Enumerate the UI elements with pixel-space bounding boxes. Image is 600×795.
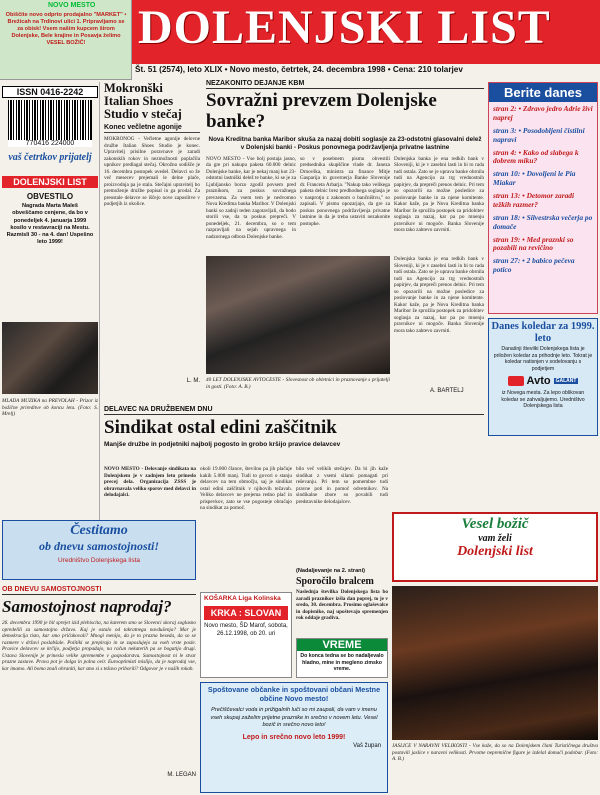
greeting-line2: vam želi xyxy=(478,533,512,544)
main-deck: Nova Kreditna banka Maribor skuša za nazaj dobiti soglasje za 23-odstotni glasovalni delež v Dolenjski banki - Poskus ponovnega podržavljenja privatne lastnine xyxy=(208,135,482,151)
index-item[interactable]: stran 27: • 2 babico pečeva potico xyxy=(493,256,575,275)
kosarka-matchup: KRKA : SLOVAN xyxy=(204,606,288,620)
editorial-kicker: OB DNEVU SAMOSTOJNOSTI xyxy=(2,586,196,595)
bottom-ad-signer: Vaš župan xyxy=(353,743,381,750)
barcode xyxy=(8,100,92,140)
index-item[interactable]: stran 13: • Detomor zaradi težkih razmer? xyxy=(493,191,575,209)
calendar-sponsor: Avto xyxy=(526,375,551,388)
issue-line: Št. 51 (2574), leto XLIX • Novo mesto, četrtek, 24. decembra 1998 • Cena: 210 tolarjev xyxy=(135,65,463,74)
masthead-title: DOLENJSKI LIST xyxy=(138,1,551,54)
promo-top: NOVO MESTO xyxy=(48,2,96,9)
delavec-note: (Nadaljevanje na 2. strani) xyxy=(296,568,366,574)
avto-logo-icon xyxy=(508,376,524,386)
promo-box xyxy=(0,0,132,80)
feature-left xyxy=(104,81,200,385)
calendar-sponsor-sub: GALANT xyxy=(555,378,577,385)
calendar-text: Današnji številki Dolenjskega lista je priložen koledar za prihodnje leto. Tokrat je koledar natisnjen v sodelovanju s podjetjem xyxy=(493,346,593,372)
bottom-ad-title: Spoštovane občanke in spoštovani občani Mestne občine Novo mesto! xyxy=(207,685,381,703)
promo-text: Obiščite novo odprto prodajalno "MARKET" • Brežicah na Trdinovi ulici 1. Pripravljamo se za obisk! Vsem našim kupcem širom Dolenjske, Bele krajine in Posavja želimo VESEL BOŽIČ! xyxy=(5,12,127,46)
main-kicker: NEZAKONITO DEJANJE KBM xyxy=(206,80,484,89)
main-author: A. BARTELJ xyxy=(430,388,464,394)
main-body-col2: so v posebnem pismu obvestili predsednika skupščine vlade dr. Janeza Drnovška, ministra za finance Mitje Gasparija in guvernerja Banke Slovenije dr. Franceta Arharja. "Nakup tako velikega paketa delnic brez predhodnega soglasja je v nasprotju z zakonom o bančništvu," so zapisali. V pismu opozarjajo, da gre za poskus ponovnega podržavljenja privatne lastnine in da je treba ustaviti nezakonite postopke. xyxy=(300,155,390,227)
index-item[interactable]: stran 19: • Med praznki so pozabili na revičino xyxy=(493,234,574,253)
sporocilo-body: Naslednja številka Dolenjskega lista bo zaradi praznikov izšla dan poprej, to je v sredo, 30. decembra. Prosimo oglaševalce in dopisnike, naj upoštevajo spremenjen rok oddaje gradiva. xyxy=(296,589,388,621)
index-list xyxy=(489,102,597,278)
greeting-line1: Vesel božič xyxy=(461,516,529,532)
main-body-col3: Dolenjska banka je ena redkih bank v Sloveniji, ki je v zasebni lasti in bi to rada tudi ostala. Zato se je uprava banke obrnila tudi na Agencijo za trg vrednostnih papirjev, da prepreči prenos delnic. Pri tem so opozorili na možne posledice za poslovanje banke in za njene komitente. Kakor kaže, pa je Nova Kreditna banka Maribor že sprožila postopek za pridobitev soglasja za nazaj, kar pa po mnenju pravnikov ni mogoče. Banka Slovenije mora tako zahtevo zavrniti. xyxy=(394,155,484,233)
kosarka-title: KOŠARKA Liga Kolinska xyxy=(204,595,281,602)
index-item[interactable]: stran 10: • Dovoljeni le Pia Miakar xyxy=(493,169,576,188)
notice-title: OBVESTILO xyxy=(26,192,74,201)
greeting-line3: Dolenjski list xyxy=(457,544,533,559)
calendar-title: Danes koledar za 1999. leto xyxy=(491,321,595,344)
greeting-ad xyxy=(392,512,598,582)
main-body-continued: Dolenjska banka je ena redkih bank v Sloveniji, ki je v zasebni lasti in bi to rada tudi ostala. Zato se je uprava banke obrnila tudi na Agencijo za trg vrednostnih papirjev, da prepreči prenos delnic. Pri tem so opozorili na možne posledice za poslovanje banke in za njene komitente. Kakor kaže, pa je Nova Kreditna banka Maribor že sprožila postopek za pridobitev soglasja za nazaj, kar pa po mnenju pravnikov ni mogoče. Banka Slovenije mora tako zahtevo zavrniti. xyxy=(394,256,484,334)
feature-left-subtitle: Konec večletne agonije xyxy=(104,124,200,133)
barcode-number: 770416 224000 xyxy=(8,140,92,147)
cestitamo-line2: ob dnevu samostojnosti! xyxy=(38,539,160,553)
editorial-headline: Samostojnost naprodaj? xyxy=(2,597,172,616)
delavec-headline: Sindikat ostal edini zaščitnik xyxy=(104,417,337,438)
feature-left-body: MOKRONOG - Večletne agonije delovne družbe Italian Shoes Studio je konec. Upravitelj prisilne poravnave je zaradi zakonskih rokov in nezmožnosti poplačila upnikov predlagal stečaj. Okrožno sodišče je 16. decembra postopek uvedel. Delavci so že več mesecev prejemali le delne plače, proizvodnja pa je stala. Stečajni upravitelj bo premoženje družbe popisal in ga prodal. Za preostale delavce se iščejo nove zaposlitve v podjetjih iz okolice. xyxy=(104,136,200,208)
delavec-col2: okoli 19.000 članov, številno pa jih plačuje kakih 5.000 manj. Tudi to govori o stanju delavcev na tem območju, saj je sindikat ostal edini zaščitnik v njihovih težavah. Veliko delavcev ne prejema redno plač in prispevkov, zato se vse pogosteje obračajo na sindikat za pomoč. xyxy=(200,466,292,511)
delavec-deck: Manjše družbe in podjetniki najbolj pogosto in grobo kršijo pravice delavcev xyxy=(104,440,341,448)
editorial-author: M. LEGAN xyxy=(167,772,196,779)
editorial xyxy=(2,586,196,792)
vreme-text: Do konca tedna se bo nadaljevalo hladno, mine in megleno zimsko vreme. xyxy=(300,653,384,672)
sidebar-left xyxy=(0,82,100,552)
cestitamo-signed: Uredništvo Dolenjskega lista xyxy=(57,557,140,564)
index-title: Berite danes xyxy=(489,83,597,102)
main-photo xyxy=(206,256,390,374)
bottom-ad-text: Prečiščevalci voda in prižigalnih luči so mi zaupali, da vam v imenu vseh skupaj zaželim prijetne praznike in srečno v novem letu. Vesel bozič in srečno novo leto! xyxy=(210,707,378,728)
calendar-box xyxy=(488,318,598,436)
issn-label: ISSN 0416-2242 xyxy=(2,86,98,98)
sporocilo xyxy=(296,576,388,636)
main-headline: Sovražni prevzem Dolenjske banke? xyxy=(206,90,437,132)
main-body-col3-cont xyxy=(394,256,484,381)
sidebar-photo-caption: MLADA MUZIKA na PREVOLAH - Prizor iz božične prireditve ob koncu leta. (Foto: S. Mrelj) xyxy=(2,398,98,417)
index-item[interactable]: stran 3: • Posodobljeni čistilni napravi xyxy=(493,125,585,144)
bottom-ad xyxy=(200,682,388,793)
notice-text: Nagrada Marta Maleš obveščamo cenjene, da bo v ponedeljek 4. januarja 1999 kosilo v restavraciji na Mestu. Razmisli 30 - na 4. dan! Uspešno leto 1999! xyxy=(6,203,94,246)
index-item[interactable]: stran 4: • Kako od slabega k dobrem miku? xyxy=(493,147,579,166)
delavec-kicker: DELAVEC NA DRUŽBENEM DNU xyxy=(104,406,484,415)
feature-left-title: Mokronški Italian Shoes Studio v stečaj xyxy=(104,81,182,122)
right-photo xyxy=(392,586,598,740)
slogan-brand: DOLENJSKI LIST xyxy=(2,176,98,188)
index-item[interactable]: stran 18: • Silvestrska večerja po domače xyxy=(493,212,593,231)
vreme-title: VREME xyxy=(297,639,387,651)
cestitamo-box xyxy=(2,520,196,580)
vreme-box xyxy=(296,638,388,678)
index-item[interactable]: stran 2: • Zdravo jedro Adrie živi naprej xyxy=(493,104,593,122)
cestitamo-line1: Čestitamo xyxy=(70,523,128,538)
delavec-col1: NOVO MESTO - Delovanje sindikata na Dolenjskem je v zadnjem letu prineslo precej dela. Organizacija ZSSS je obravnavala veliko sporov med delavci in delodajalci. xyxy=(104,466,196,498)
kosarka-place: Novo mesto, ŠD Marof, sobota, 26.12.1998, ob 20. uri xyxy=(204,623,288,637)
bottom-ad-sign: Lepo in srečno novo leto 1999! xyxy=(242,734,346,742)
kosarka-ad[interactable] xyxy=(200,592,292,678)
feature-left-author: L. M. xyxy=(186,378,200,385)
sporocilo-headline: Sporočilo bralcem xyxy=(296,576,374,587)
slogan: vaš četrtkov prijatelj xyxy=(8,152,92,163)
right-photo-caption: JASLICE V NARAVNI VELIKOSTI - Vse kaže, da so na Dolenjskem člani Turističnega društva postavili jaslice v naravni velikosti. Prvotne nepremične figure je izdelal domači podobar. (Foto: A. B.) xyxy=(392,743,598,762)
calendar-footer: iz Novega mesta. Za lepo oblikovan koledar se zahvaljujemo. Uredništvo Dolenjskega lista xyxy=(501,390,585,410)
main-photo-caption: 40 LET DOLENJSKE AVTOCESTE - Slovesnost ob obletnici in praznovanje s prijatelji in gosti. (Foto: A. B.) xyxy=(206,377,390,390)
masthead xyxy=(132,0,600,64)
index-box xyxy=(488,82,598,314)
editorial-body: 26. decembra 1990 je bil sprejet izid plebiscita, na katerem smo se Slovenci skoraj soglasno opredelili za samostojno državo. Kaj je ostalo od takratnega navdušenja? Mar je demokracija tisto, kar smo pričakovali? Mnogi menijo, da je to prazna beseda, da so se razmere v državi poslabšale. Politiki se prepirajo in se zaposlujejo za vseh vrste posle. Pravice delavcev se krčijo, podjetja propadajo, na račun nekaterih pa se bogatijo drugi. Ustava Slovenije je prinesla velike spremembe v gospodarstvu. Samostojnost ni le stvar prazne zastave. Prava pot je dolga in polna ovir. Eurooptimisti mislijo, da je naprodaj vse, kar imamo. Ali bomo znali ohraniti, kar smo si s težavo priborili? Odgovor je v naših rokah. xyxy=(2,620,196,672)
delavec-col3: bilo več velikih stečajev. Da bi jih kaže sindikat z vsemi silami pomagati pri reševanju. Pri tem so pomembne tudi pravne poti in pomoč odvetnikov. Na sindikalne zbore so povabili tudi predstavnike delodajalcev. xyxy=(296,466,388,505)
main-body-col1: NOVO MESTO - Vse bolj postaja jasno, da gre pri nakupu paketa 60.000 delnic Dolenjske banke, kar je nekaj manj kot 23-odstotni lastniški delež te banke, ki se je za Ljubljansko borzo zgodil povsem pred praznikom, za poskus sovražnega prevzema. Za vsem tem je nedvomno Nova Kreditna banka Maribor. V Dolenjski banki so zadnji teden zagotavljali, da bodo storili vse, da ta poskus prepreči. V ponedeljek, 21. decembra, so o tem razpravljali na sejah upravnega in nadzornega odbora Dolenjske banke. xyxy=(206,155,296,240)
sidebar-photo xyxy=(2,322,98,394)
